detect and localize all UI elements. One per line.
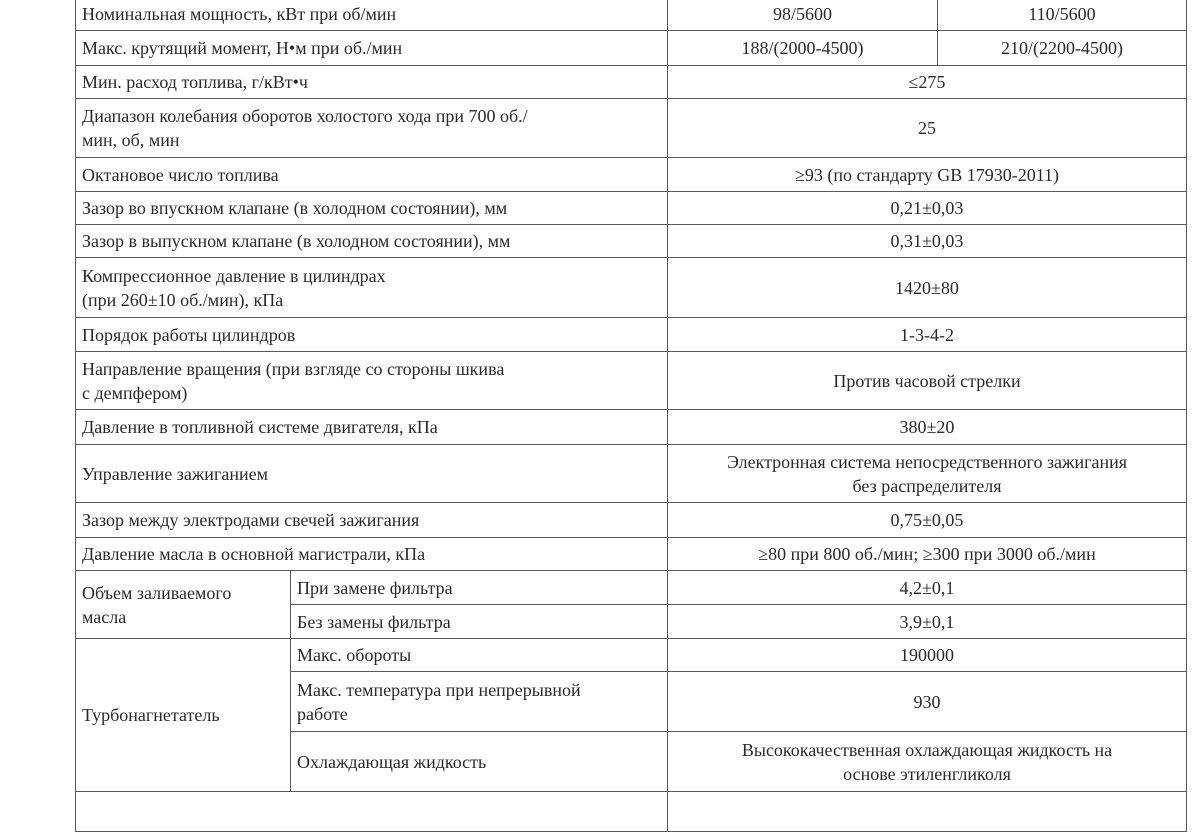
row-value: 1420±80 [668,258,1187,318]
row-value: ≤275 [668,66,1187,99]
oil-volume-group-label [76,571,291,639]
row-value: 25 [668,99,1187,158]
table-row [76,571,1187,605]
row-value: 0,21±0,03 [668,192,1187,225]
row-sublabel: Без замены фильтра [291,605,668,639]
table-row [76,99,1187,158]
table-row [76,258,1187,318]
row-label-line: (при 260±10 об./мин), кПа [82,289,284,310]
row-label: Порядок работы цилиндров [76,318,668,352]
row-label-line: Направление вращения (при взгляде со стороны шкива [82,358,505,379]
row-value: 190000 [668,639,1187,672]
table-row [76,538,1187,571]
row-value: 1-3-4-2 [668,318,1187,352]
row-sublabel: При замене фильтра [291,571,668,605]
table-row [76,503,1187,538]
row-sublabel: Охлаждающая жидкость [291,732,668,792]
table-row [76,0,1187,31]
engine-spec-table [75,0,1187,832]
row-sublabel [291,672,668,732]
value-variant-2: 110/5600 [938,0,1187,31]
value-variant-1: 188/(2000-4500) [668,31,938,66]
table-row [76,410,1187,445]
row-label: Давление в топливной системе двигателя, кПа [76,410,668,445]
row-label: Зазор во впускном клапане (в холодном состоянии), мм [76,192,668,225]
row-sublabel: Макс. обороты [291,639,668,672]
row-label: Макс. крутящий момент, Н•м при об./мин [76,31,668,66]
table-row [76,792,1187,832]
row-value: 4,2±0,1 [668,571,1187,605]
row-label [76,258,668,318]
row-label: Зазор между электродами свечей зажигания [76,503,668,538]
row-label-line: с демпфером) [82,382,188,403]
table-row [76,225,1187,258]
row-value: ≥80 при 800 об./мин; ≥300 при 3000 об./мин [668,538,1187,571]
row-value-line: основе этиленгликоля [843,763,1011,784]
group-label-line: масла [82,606,127,627]
table-row [76,158,1187,192]
row-label [76,352,668,410]
row-label: Октановое число топлива [76,158,668,192]
table-row [76,192,1187,225]
row-sublabel-line: Макс. температура при непрерывной [297,679,581,700]
row-label: Давление масла в основной магистрали, кПа [76,538,668,571]
group-label-line: Объем заливаемого [82,582,232,603]
table-row [76,445,1187,503]
row-value-line: Электронная система непосредственного зажигания [726,451,1128,472]
row-value-line: без распределителя [852,475,1002,496]
table-row [76,66,1187,99]
row-value: 0,75±0,05 [668,503,1187,538]
row-label: Номинальная мощность, кВт при об/мин [76,0,668,31]
row-label-line: Компрессионное давление в цилиндрах [82,265,386,286]
row-label [76,792,668,832]
table-row [76,318,1187,352]
row-value [668,792,1187,832]
row-value: Против часовой стрелки [668,352,1187,410]
turbo-group-label: Турбонагнетатель [76,639,291,792]
row-sublabel-line: работе [297,703,348,724]
value-variant-1: 98/5600 [668,0,938,31]
row-label: Мин. расход топлива, г/кВт•ч [76,66,668,99]
row-label-line: Диапазон колебания оборотов холостого хода при 700 об./ [82,106,528,126]
row-value [668,732,1187,792]
row-value: 380±20 [668,410,1187,445]
row-label: Зазор в выпускном клапане (в холодном состоянии), мм [76,225,668,258]
row-value: ≥93 (по стандарту GB 17930-2011) [668,158,1187,192]
row-label-line: мин, об, мин [82,130,180,150]
table-row [76,352,1187,410]
row-value [668,445,1187,503]
table-row [76,31,1187,66]
row-value: 930 [668,672,1187,732]
row-value: 0,31±0,03 [668,225,1187,258]
row-label: Управление зажиганием [76,445,668,503]
table-row [76,639,1187,672]
row-value: 3,9±0,1 [668,605,1187,639]
row-label [76,99,668,158]
value-variant-2: 210/(2200-4500) [938,31,1187,66]
row-value-line: Высококачественная охлаждающая жидкость на [741,739,1113,760]
